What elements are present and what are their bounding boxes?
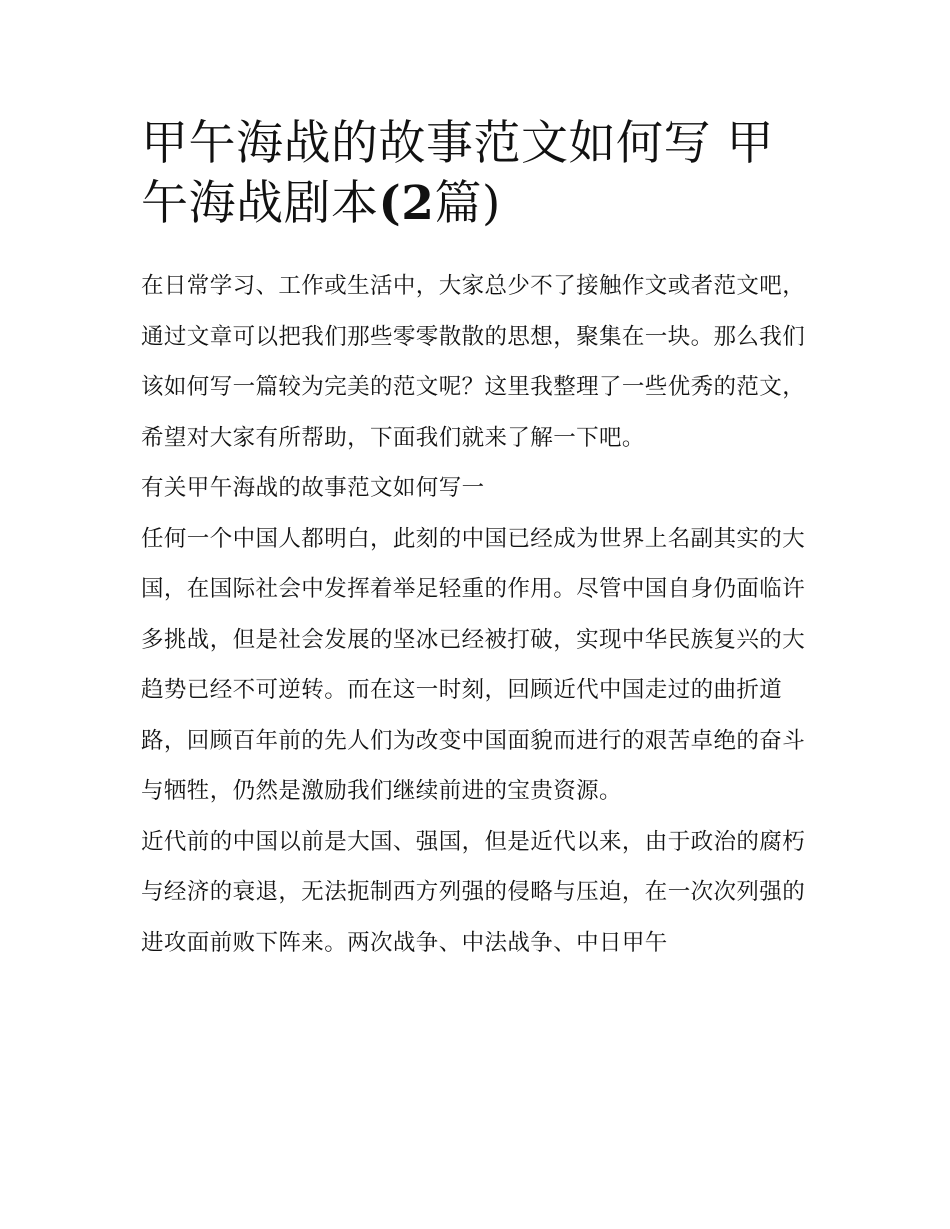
document-content bbox=[141, 114, 811, 968]
document-body bbox=[141, 261, 811, 968]
document-title: 甲午海战的故事范文如何写 甲午海战剧本(2篇) bbox=[141, 116, 774, 231]
title-count: (2 bbox=[378, 176, 435, 231]
intro-paragraph: 在日常学习、工作或生活中，大家总少不了接触作文或者范文吧，通过文章可以把我们那些零零散散的思想，聚集在一块。那么我们该如何写一篇较为完美的范文呢？这里我整理了一些优秀的范文，希望对大家有所帮助，下面我们就来了解一下吧。 bbox=[141, 273, 806, 451]
body-paragraph-2: 近代前的中国以前是大国、强国，但是近代以来，由于政治的腐朽与经济的衰退，无法扼制西方列强的侵略与压迫，在一次次列强的进攻面前败下阵来。两次战争、中法战争、中日甲午 bbox=[141, 828, 806, 956]
body-paragraph-1: 任何一个中国人都明白，此刻的中国已经成为世界上名副其实的大国，在国际社会中发挥着举足轻重的作用。尽管中国自身仍面临许多挑战，但是社会发展的坚冰已经被打破，实现中华民族复兴的大趋势已经不可逆转。而在这一时刻，回顾近代中国走过的曲折道路，回顾百年前的先人们为改变中国面貌而进行的艰苦卓绝的奋斗与牺牲，仍然是激励我们继续前进的宝贵资源。 bbox=[141, 525, 806, 804]
section-heading: 有关甲午海战的故事范文如何写一 bbox=[141, 475, 485, 501]
